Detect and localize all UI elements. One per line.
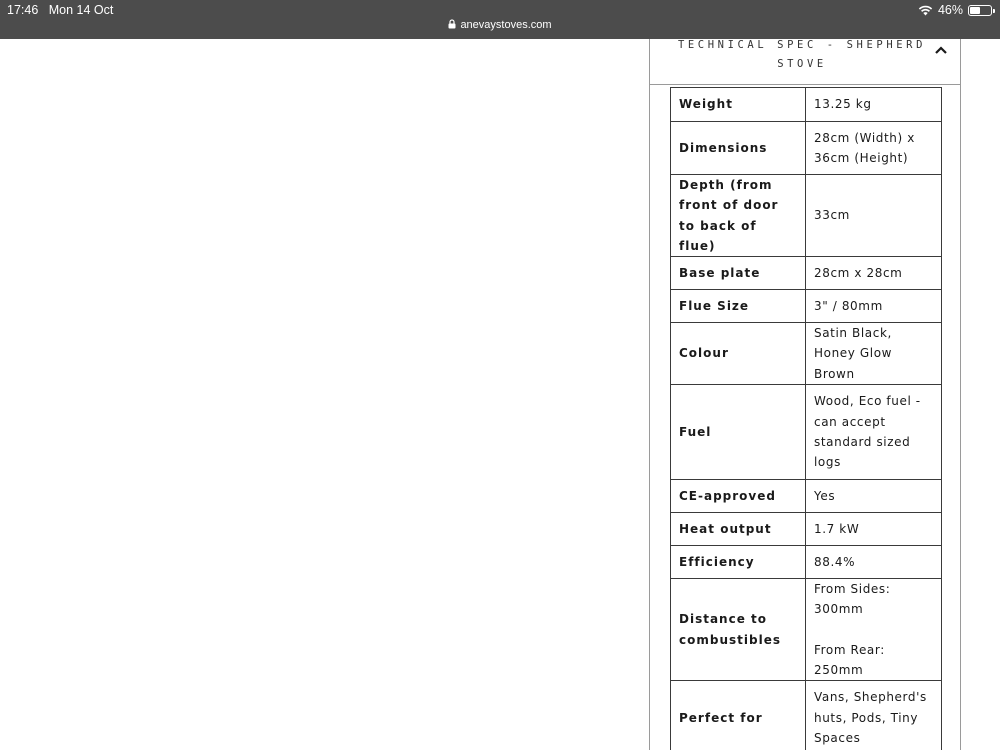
status-time-date xyxy=(7,3,113,17)
table-row xyxy=(671,290,942,323)
tech-spec-header[interactable] xyxy=(650,39,960,85)
table-row xyxy=(671,681,942,750)
spec-key: Perfect for xyxy=(671,681,806,750)
spec-key: Colour xyxy=(671,323,806,385)
chevron-up-icon[interactable] xyxy=(934,45,948,55)
spec-value: 3" / 80mm xyxy=(806,290,942,323)
spec-value: 13.25 kg xyxy=(806,88,942,122)
table-row xyxy=(671,513,942,546)
spec-value: 1.7 kW xyxy=(806,513,942,546)
spec-key: Fuel xyxy=(671,385,806,480)
table-row xyxy=(671,175,942,257)
table-row xyxy=(671,257,942,290)
status-time: 17:46 xyxy=(7,3,39,17)
status-bar xyxy=(0,0,1000,39)
status-date: Mon 14 Oct xyxy=(48,3,114,17)
spec-value: 28cm (Width) x 36cm (Height) xyxy=(806,122,942,175)
spec-key: Weight xyxy=(671,88,806,122)
url-text: anevaystoves.com xyxy=(460,19,552,31)
spec-value: 28cm x 28cm xyxy=(806,257,942,290)
spec-value: 33cm xyxy=(806,175,942,257)
tech-spec-panel xyxy=(649,39,961,750)
table-row xyxy=(671,122,942,175)
spec-table xyxy=(670,87,942,750)
spec-value: Vans, Shepherd's huts, Pods, Tiny Spaces xyxy=(806,681,942,750)
spec-value: Yes xyxy=(806,480,942,513)
spec-key: Flue Size xyxy=(671,290,806,323)
table-row xyxy=(671,385,942,480)
tech-spec-title: TECHNICAL SPEC - SHEPHERD STOVE xyxy=(677,39,927,70)
lock-icon xyxy=(448,19,456,29)
table-row xyxy=(671,546,942,579)
spec-value: 88.4% xyxy=(806,546,942,579)
spec-value xyxy=(806,579,942,681)
spec-value-line: From Sides: 300mm xyxy=(814,582,891,617)
spec-key: Dimensions xyxy=(671,122,806,175)
table-row xyxy=(671,323,942,385)
spec-value: Satin Black, Honey Glow Brown xyxy=(806,323,942,385)
spec-value-line: From Rear: 250mm xyxy=(814,642,885,677)
spec-key: Base plate xyxy=(671,257,806,290)
table-row xyxy=(671,88,942,122)
spec-value: Wood, Eco fuel - can accept standard sized logs xyxy=(806,385,942,480)
table-row xyxy=(671,579,942,681)
spec-key: Heat output xyxy=(671,513,806,546)
battery-percent: 46% xyxy=(937,3,963,17)
spec-key: Efficiency xyxy=(671,546,806,579)
spec-key: CE-approved xyxy=(671,480,806,513)
battery-icon xyxy=(968,5,992,16)
spec-key: Depth (from front of door to back of flue) xyxy=(671,175,806,257)
address-bar[interactable] xyxy=(0,19,1000,31)
spec-key: Distance to combustibles xyxy=(671,579,806,681)
status-indicators xyxy=(918,3,992,17)
wifi-icon xyxy=(918,5,933,16)
table-row xyxy=(671,480,942,513)
